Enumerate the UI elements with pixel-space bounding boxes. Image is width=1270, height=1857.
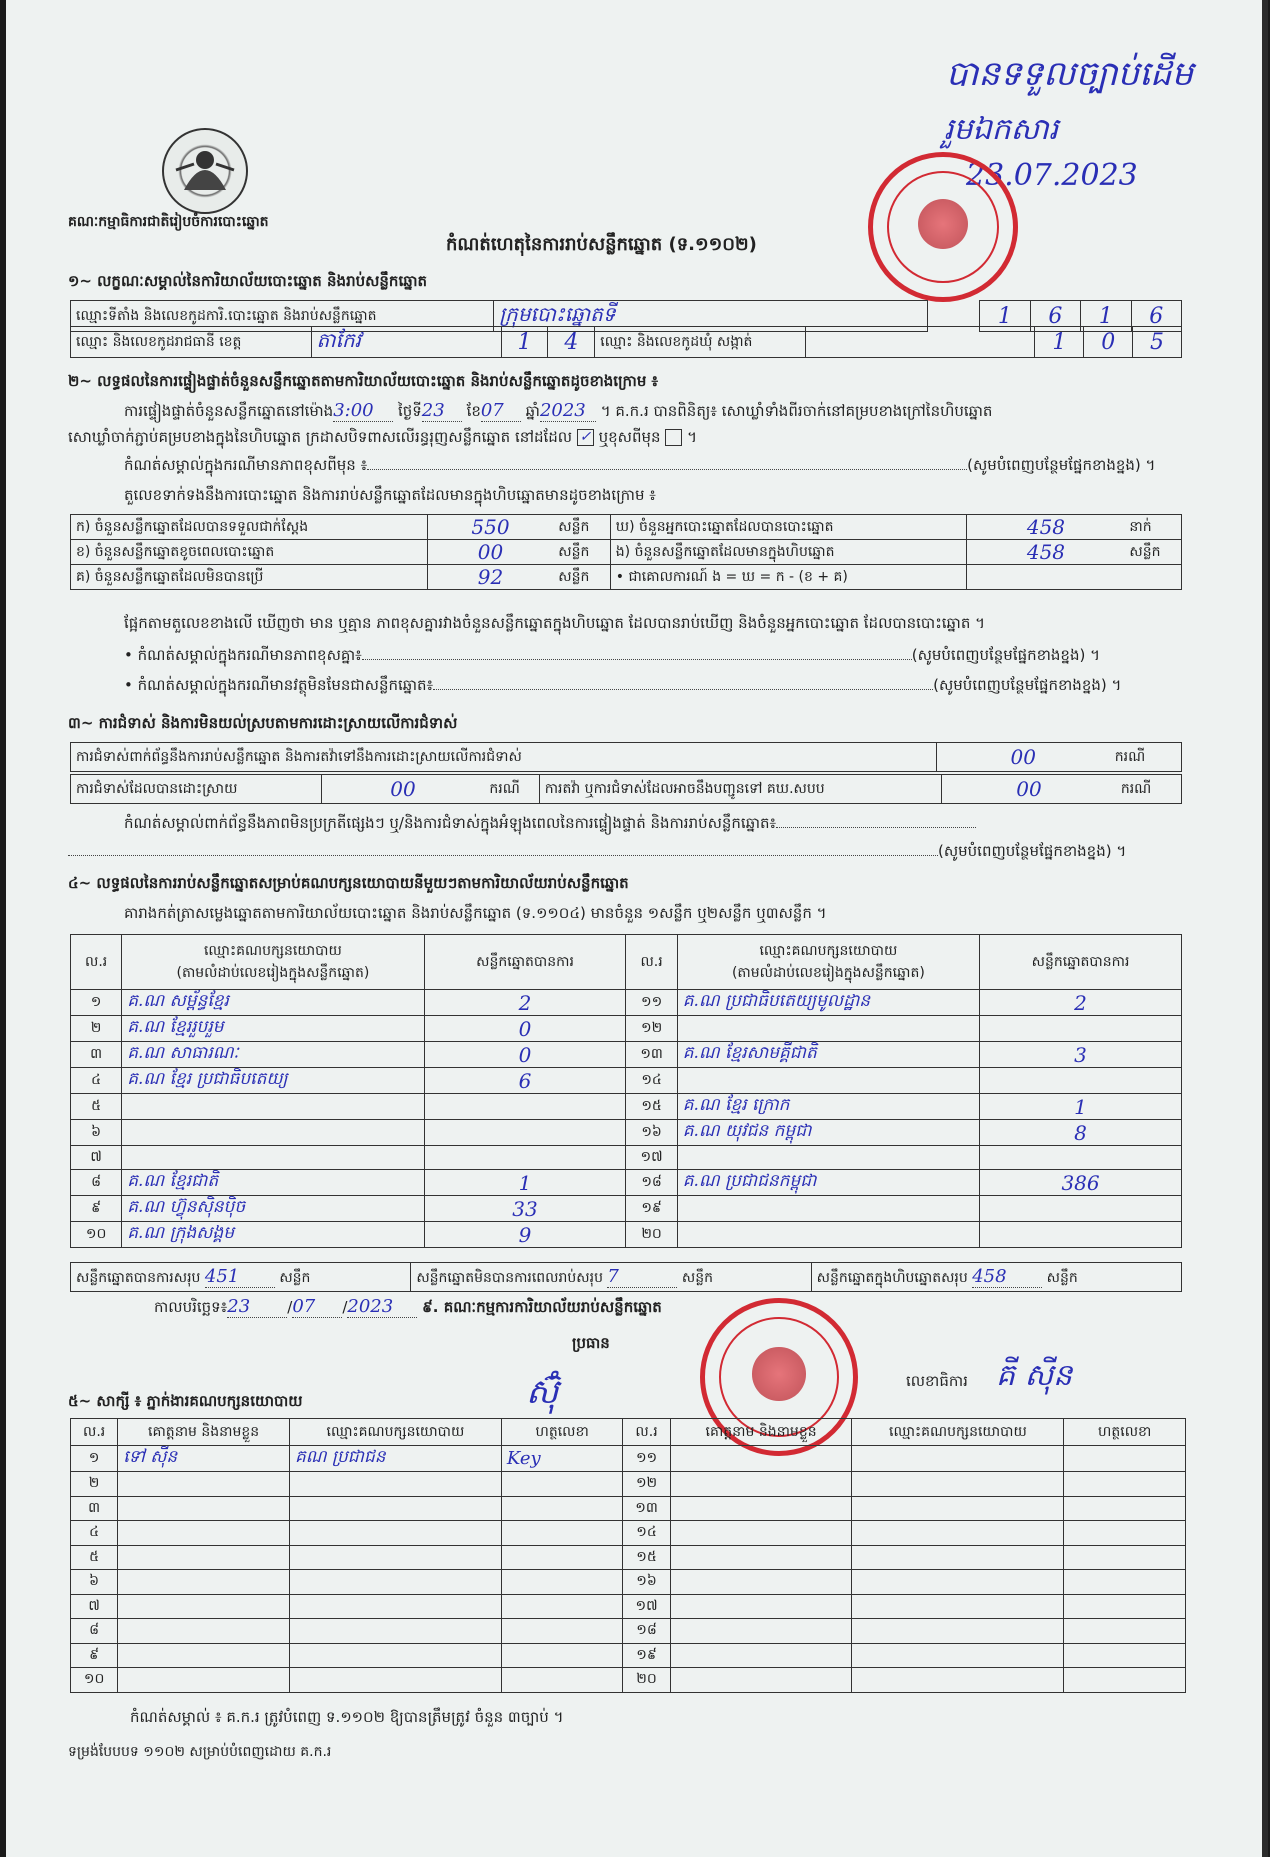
party-name: គ.ណ ខ្មែរជាតិ — [122, 1170, 424, 1196]
stats-intro: តួលេខទាក់ទងនឹងការបោះឆ្នោត និងការរាប់សន្លឹកឆ្នោតដែលមានក្នុងហិបឆ្នោតមានដូចខាងក្រោម ៖ — [124, 486, 656, 504]
witness-row — [71, 1472, 1186, 1497]
party-votes: 6 — [424, 1068, 626, 1094]
party-no: ៦ — [71, 1120, 122, 1146]
stats-right-unit: សន្លឹក — [1124, 540, 1181, 565]
party-results-table: ល.រ ឈ្មោះគណបក្សនយោបាយ (តាមលំដាប់លេខរៀងក្នុងសន្លឹកឆ្នោត) សន្លឹកឆ្នោតបានការ ល.រ ឈ្មោះគណបក្សនយោបាយ (តាមលំដាប់លេខរៀងក្នុងសន្លឹកឆ្នោត) សន្លឹកឆ្នោតបានការ ១ គ.ណ សម្ព័ន្ធខ្មែរ 2 ១១ គ.ណ ប្រជាធិបតេយ្យមូលដ្ឋាន 2 ២ គ.ណ ខ្មែររួបរួម 0 ១២ ៣ គ.ណ សាធារណៈ 0 ១៣ គ.ណ ខ្មែរសាមគ្គីជាតិ 3 ៤ គ.ណ ខ្មែរ ប្រជាធិបតេយ្យ 6 ១៤ ៥ ១៥ គ.ណ ខ្មែរ ក្រោក 1 ៦ ១៦ គ.ណ យុវជន កម្ពុជា 8 ៧ ១៧ ៨ គ.ណ ខ្មែរជាតិ 1 ១៨ គ.ណ ប្រជាជនកម្ពុជា 386 ៩ គ.ណ ហ៊្វុនស៊ិនប៉ិច 33 ១៩ ១០ គ.ណ ក្រុងសង្គម 9 ២០ — [70, 934, 1182, 1248]
party-name: គ.ណ ប្រជាជនកម្ពុជា — [677, 1170, 979, 1196]
party-votes — [424, 1120, 626, 1146]
witness-signature — [1064, 1472, 1186, 1497]
nec-emblem — [162, 128, 248, 214]
party-row — [71, 1042, 1182, 1068]
stats-right-unit — [1124, 565, 1181, 590]
party-no: ១៤ — [626, 1068, 677, 1094]
stats-left-value: 00 — [427, 540, 553, 565]
witness-no: ៨ — [71, 1619, 118, 1644]
president-signature: ស៊ុំ — [526, 1372, 559, 1412]
party-votes — [980, 1146, 1182, 1170]
witness-signature — [501, 1668, 623, 1693]
party-name — [677, 1196, 979, 1222]
witness-row — [71, 1545, 1186, 1570]
party-row — [71, 990, 1182, 1016]
witness-no: ១៤ — [623, 1521, 670, 1546]
section1-title: ១~ លក្ខណៈសម្គាល់នៃការិយាល័យបោះឆ្នោត និងរាប់សន្លឹកឆ្នោត — [68, 272, 428, 290]
witness-row — [71, 1643, 1186, 1668]
witness-name — [118, 1619, 290, 1644]
stats-right-value: 458 — [967, 540, 1124, 565]
section3-title: ៣~ ការជំទាស់ និងការមិនយល់ស្របតាមការដោះស្រាយលើការជំទាស់ — [68, 714, 458, 732]
witness-no: ១៣ — [623, 1496, 670, 1521]
station-code-4: 6 — [1131, 301, 1181, 332]
witness-party — [852, 1472, 1064, 1497]
forwarded-label: ការតវ៉ា ឬការជំទាស់ដែលអាចនឹងបញ្ជូនទៅ គឃ.សបប — [539, 775, 942, 804]
stats-left-unit: សន្លឹក — [553, 515, 610, 540]
party-no: ១៧ — [626, 1146, 677, 1170]
witness-name — [670, 1446, 852, 1472]
party-votes: 0 — [424, 1042, 626, 1068]
party-no: ៤ — [71, 1068, 122, 1094]
witness-party — [852, 1668, 1064, 1693]
party-no: ១១ — [626, 990, 677, 1016]
resolved-label: ការជំទាស់ដែលបានដោះស្រាយ — [71, 775, 322, 804]
stats-right-unit: នាក់ — [1124, 515, 1181, 540]
witness-party — [289, 1668, 501, 1693]
party-votes: 3 — [980, 1042, 1182, 1068]
witness-no: ៦ — [71, 1570, 118, 1595]
party-no: ៧ — [71, 1146, 122, 1170]
objection-table-2: ការជំទាស់ដែលបានដោះស្រាយ 00 ករណី ការតវ៉ា ឬការជំទាស់ដែលអាចនឹងបញ្ជូនទៅ គឃ.សបប 00 ករណី — [70, 774, 1182, 804]
witness-no: ៤ — [71, 1521, 118, 1546]
witness-no: ៥ — [71, 1545, 118, 1570]
witness-name — [118, 1521, 290, 1546]
witness-name — [670, 1643, 852, 1668]
witness-row — [71, 1619, 1186, 1644]
witness-party — [852, 1446, 1064, 1472]
president-label: ប្រធាន — [572, 1334, 610, 1352]
document-page: គណៈកម្មាធិការជាតិរៀបចំការបោះឆ្នោត បានទទួលច្បាប់ដើម រួមឯកសារ 23.07.2023 កំណត់ហេតុនៃការរាប់សន្លឹកឆ្នោត (ទ.១១០២) ១~ លក្ខណៈសម្គាល់នៃការិយាល័យបោះឆ្នោត និងរាប់សន្លឹកឆ្នោត ឈ្មោះទីតាំង និងលេខកូដការិ.បោះឆ្នោត និងរាប់សន្លឹកឆ្នោត ក្រុមបោះឆ្នោតទី 1 6 1 6 ឈ្មោះ និងលេខកូដរាជធានី ខេត្ត តាកែវ 1 4 ឈ្មោះ និងលេខកូដឃុំ សង្កាត់ 1 0 5 ២~ លទ្ធផលនៃការផ្ទៀងផ្ទាត់ចំនួនសន្លឹកឆ្នោតតាមការិយាល័យបោះឆ្នោត និងរាប់សន្លឹកឆ្នោតដូចខាងក្រោម ៖ ការផ្ទៀងផ្ទាត់ចំនួនសន្លឹកឆ្នោតនៅម៉ោង3:00 ថ្ងៃទី23 ខែ07 ឆ្នាំ2023 ។ គ.ក.រ បានពិនិត្យ៖ សោឃ្លាំទាំងពីរចាក់នៅគម្របខាងក្រៅនៃហិបឆ្នោត សោឃ្លាំចាក់ភ្ជាប់គម្របខាងក្នុងនៃហិបឆ្នោត ក្រដាសបិទពាសលើរន្ធរុញសន្លឹកឆ្នោត នៅដដែល ✓ ឬខុសពីមុន ។ កំណត់សម្គាល់ក្នុងករណីមានភាពខុសពីមុន ៖ (សូមបំពេញបន្ថែមផ្នែកខាងខ្នង) ។ តួលេខទាក់ទងនឹងការបោះឆ្នោត និងការរាប់សន្លឹកឆ្នោតដែលមានក្នុងហិបឆ្នោតមានដូចខាងក្រោម ៖ ក) ចំនួនសន្លឹកឆ្នោតដែលបានទទួលជាក់ស្តែង 550 សន្លឹក ឃ) ចំនួនអ្នកបោះឆ្នោតដែលបានបោះឆ្នោត 458 នាក់ ខ) ចំនួនសន្លឹកឆ្នោតខូចពេលបោះឆ្នោត 00 សន្លឹក ង) ចំនួនសន្លឹកឆ្នោតដែលមានក្នុងហិបឆ្នោត 458 សន្លឹក គ) ចំនួនសន្លឹកឆ្នោតដែលមិនបានប្រើ 92 សន្លឹក • ជាគោលការណ៍ ង = ឃ = ក - (ខ + គ) ផ្អែកតាមតួលេខខាងលើ ឃើញថា មាន ឬគ្មាន ភាពខុសគ្នារវាងចំនួនសន្លឹកឆ្នោតក្នុងហិបឆ្នោត ដែលបានរាប់ឃើញ និងចំនួនអ្នកបោះឆ្នោត ដែលបានបោះឆ្នោត ។ • កំណត់សម្គាល់ក្នុងករណីមានភាពខុសគ្នា៖ (សូមបំពេញបន្ថែមផ្នែកខាងខ្នង) ។ • កំណត់សម្គាល់ក្នុងករណីមានវត្ថុមិនមែនជាសន្លឹកឆ្នោត៖ (សូមបំពេញបន្ថែមផ្នែកខាងខ្នង) ។ ៣~ ការជំទាស់ និងការមិនយល់ស្របតាមការដោះស្រាយលើការជំទាស់ ការជំទាស់ពាក់ព័ន្ធនឹងការរាប់សន្លឹកឆ្នោត និងការតវ៉ាទៅនឹងការដោះស្រាយលើការជំទាស់ 00 ករណី ការជំទាស់ដែលបានដោះស្រាយ 00 ករណី ការតវ៉ា ឬការជំទាស់ដែលអាចនឹងបញ្ជូនទៅ គឃ.សបប 00 ករណី កំណត់សម្គាល់ពាក់ព័ន្ធនឹងភាពមិនប្រក្រតីផ្សេងៗ ឬ/និងការជំទាស់ក្នុងអំឡុងពេលនៃការផ្ទៀងផ្ទាត់ និងការរាប់សន្លឹកឆ្នោត៖ (សូមបំពេញបន្ថែមផ្នែកខាងខ្នង) ។ ៤~ លទ្ធផលនៃការរាប់សន្លឹកឆ្នោតសម្រាប់គណបក្សនយោបាយនីមួយៗតាមការិយាល័យរាប់សន្លឹកឆ្នោត គារាងកត់ត្រាសម្លេងឆ្នោតតាមការិយាល័យបោះឆ្នោត និងរាប់សន្លឹកឆ្នោត (ទ.១១០៤) មានចំនួន ១សន្លឹក ឬ២សន្លឹក ឬ៣សន្លឹក ។ ល.រ ឈ្មោះគណបក្សនយោបាយ (តាមលំដាប់លេខរៀងក្នុងសន្លឹកឆ្នោត) សន្លឹកឆ្នោតបានការ ល.រ ឈ្មោះគណបក្សនយោបាយ (តាមលំដាប់លេខរៀងក្នុងសន្លឹកឆ្នោត) សន្លឹកឆ្នោតបានការ ១ គ.ណ សម្ព័ន្ធខ្មែរ 2 ១១ គ.ណ ប្រជាធិបតេយ្យមូលដ្ឋាន 2 ២ គ.ណ ខ្មែររួបរួម 0 ១២ ៣ គ.ណ សាធារណៈ 0 ១៣ គ.ណ ខ្មែរសាមគ្គីជាតិ 3 ៤ គ.ណ ខ្មែរ ប្រជាធិបតេយ្យ 6 ១៤ ៥ ១៥ គ.ណ ខ្មែរ ក្រោក 1 ៦ ១៦ គ.ណ យុវជន កម្ពុជា 8 ៧ ១៧ ៨ គ.ណ ខ្មែរជាតិ 1 ១៨ គ.ណ ប្រជាជនកម្ពុជា 386 ៩ គ.ណ ហ៊្វុនស៊ិនប៉ិច 33 ១៩ ១០ គ.ណ ក្រុងសង្គម 9 ២០ សន្លឹកឆ្នោតបានការសរុប 451 សន្លឹក សន្លឹកឆ្នោតមិនបានការពេលរាប់សរុប 7 សន្លឹក សន្លឹកឆ្នោតក្នុងហិបឆ្នោតសរុប 458 សន្លឹក កាលបរិច្ឆេទ៖23 /07 /2023 ៩. គណៈកម្មការការិយាល័យរាប់សន្លឹកឆ្នោត ប្រធាន ស៊ុំ លេខាធិការ គី ស៊ីន ៥~ សាក្សី ៖ ភ្នាក់ងារគណបក្សនយោបាយ ល.រ គោត្តនាម និងនាមខ្លួន ឈ្មោះគណបក្សនយោបាយ ហត្ថលេខា ល.រ គោត្តនាម និងនាមខ្លួន ឈ្មោះគណបក្សនយោបាយ ហត្ថលេខា ១ ទៅ ស៊ីន គណ ប្រជាជន Key ១១ ២ ១២ ៣ ១៣ ៤ ១៤ ៥ ១៥ ៦ ១៦ ៧ ១៧ ៨ ១៨ ៩ ១៩ ១០ ២០ កំណត់សម្គាល់ ៖ គ.ក.រ ត្រូវបំពេញ ទ.១១០២ ឱ្យបានត្រឹមត្រូវ ចំនួន ៣ច្បាប់ ។ ទម្រង់បែបបទ ១១០២ សម្រាប់បំពេញដោយ គ.ក.រ — [6, 0, 1268, 1857]
stats-right-label: ង) ចំនួនសន្លឹកឆ្នោតដែលមានក្នុងហិបឆ្នោត — [610, 540, 967, 565]
party-votes — [424, 1146, 626, 1170]
witness-name — [118, 1643, 290, 1668]
witness-signature — [501, 1643, 623, 1668]
party-row — [71, 1016, 1182, 1042]
party-row — [71, 1146, 1182, 1170]
section2-title: ២~ លទ្ធផលនៃការផ្ទៀងផ្ទាត់ចំនួនសន្លឹកឆ្នោតតាមការិយាល័យបោះឆ្នោត និងរាប់សន្លឹកឆ្នោតដូចខាងក្រោម ៖ — [68, 372, 659, 390]
witness-name — [670, 1545, 852, 1570]
witness-name — [670, 1472, 852, 1497]
forwarded-value: 00 — [942, 775, 1116, 804]
handwritten-date: 23.07.2023 — [966, 158, 1138, 193]
witness-party — [289, 1570, 501, 1595]
witness-name — [670, 1570, 852, 1595]
party-no: ១៣ — [626, 1042, 677, 1068]
province-value: តាកែវ — [311, 327, 501, 358]
witness-signature — [1064, 1545, 1186, 1570]
witness-no: ១៨ — [623, 1619, 670, 1644]
stats-row — [71, 540, 1182, 565]
witness-no: ១១ — [623, 1446, 670, 1472]
commune-code-3: 5 — [1133, 327, 1182, 358]
emblem-figure-icon — [164, 130, 246, 212]
witness-name — [118, 1496, 290, 1521]
commune-label: ឈ្មោះ និងលេខកូដឃុំ សង្កាត់ — [595, 327, 806, 358]
party-votes: 2 — [424, 990, 626, 1016]
party-votes: 8 — [980, 1120, 1182, 1146]
party-row — [71, 1222, 1182, 1248]
witness-party — [852, 1570, 1064, 1595]
party-no: ២ — [71, 1016, 122, 1042]
party-no: ១៩ — [626, 1196, 677, 1222]
stats-right-label: ឃ) ចំនួនអ្នកបោះឆ្នោតដែលបានបោះឆ្នោត — [610, 515, 967, 540]
stats-left-value: 92 — [427, 565, 553, 590]
witness-row — [71, 1570, 1186, 1595]
witness-name — [670, 1521, 852, 1546]
party-name: គ.ណ សម្ព័ន្ធខ្មែរ — [122, 990, 424, 1016]
stats-left-label: ក) ចំនួនសន្លឹកឆ្នោតដែលបានទទួលជាក់ស្តែង — [71, 515, 428, 540]
stats-right-value — [967, 565, 1124, 590]
witness-name — [670, 1668, 852, 1693]
party-no: ៥ — [71, 1094, 122, 1120]
witness-no: ៧ — [71, 1594, 118, 1619]
station-value: ក្រុមបោះឆ្នោតទី — [494, 301, 927, 332]
total-valid: សន្លឹកឆ្នោតបានការសរុប 451 សន្លឹក — [71, 1263, 411, 1292]
party-row — [71, 1196, 1182, 1222]
witness-name — [118, 1668, 290, 1693]
handwritten-note-1: បានទទួលច្បាប់ដើម — [946, 54, 1194, 94]
irregularity-note: កំណត់សម្គាល់ពាក់ព័ន្ធនឹងភាពមិនប្រក្រតីផ្សេងៗ ឬ/និងការជំទាស់ក្នុងអំឡុងពេលនៃការផ្ទៀងផ្ទាត់ និងការរាប់សន្លឹកឆ្នោត៖ — [124, 814, 1184, 836]
org-name: គណៈកម្មាធិការជាតិរៀបចំការបោះឆ្នោត — [68, 214, 269, 230]
objection-label: ការជំទាស់ពាក់ព័ន្ធនឹងការរាប់សន្លឹកឆ្នោត និងការតវ៉ាទៅនឹងការដោះស្រាយលើការជំទាស់ — [71, 743, 937, 772]
bullet-foreign-objects: • កំណត់សម្គាល់ក្នុងករណីមានវត្ថុមិនមែនជាសន្លឹកឆ្នោត៖ (សូមបំពេញបន្ថែមផ្នែកខាងខ្នង) ។ — [124, 676, 1122, 694]
witness-no: ១០ — [71, 1668, 118, 1693]
witness-signature — [501, 1472, 623, 1497]
party-votes: 0 — [424, 1016, 626, 1042]
witness-party — [289, 1521, 501, 1546]
witness-party: គណ ប្រជាជន — [289, 1446, 501, 1472]
province-info-table — [70, 326, 1182, 358]
totals-table — [70, 1262, 1182, 1292]
changed-checkbox[interactable] — [665, 429, 682, 446]
witness-signature — [1064, 1668, 1186, 1693]
witness-party — [289, 1619, 501, 1644]
witness-signature — [501, 1570, 623, 1595]
witness-signature — [1064, 1521, 1186, 1546]
form-footer: ទម្រង់បែបបទ ១១០២ សម្រាប់បំពេញដោយ គ.ក.រ — [68, 1744, 332, 1760]
station-code-1: 1 — [980, 301, 1030, 332]
stats-left-unit: សន្លឹក — [553, 565, 610, 590]
witness-name — [118, 1545, 290, 1570]
witness-party — [852, 1496, 1064, 1521]
province-label: ឈ្មោះ និងលេខកូដរាជធានី ខេត្ត — [71, 327, 312, 358]
party-votes: 2 — [980, 990, 1182, 1016]
witness-party — [289, 1496, 501, 1521]
verification-line: ការផ្ទៀងផ្ទាត់ចំនួនសន្លឹកឆ្នោតនៅម៉ោង3:00 ថ្ងៃទី23 ខែ07 ឆ្នាំ2023 ។ គ.ក.រ បានពិនិត្យ៖ សោឃ្លាំទាំងពីរចាក់នៅគម្របខាងក្រៅនៃហិបឆ្នោត — [124, 400, 993, 421]
resolved-value: 00 — [321, 775, 484, 804]
section4-title: ៤~ លទ្ធផលនៃការរាប់សន្លឹកឆ្នោតសម្រាប់គណបក្សនយោបាយនីមួយៗតាមការិយាល័យរាប់សន្លឹកឆ្នោត — [68, 874, 629, 892]
witness-party — [852, 1521, 1064, 1546]
witness-row — [71, 1594, 1186, 1619]
station-label: ឈ្មោះទីតាំង និងលេខកូដការិ.បោះឆ្នោត និងរាប់សន្លឹកឆ្នោត — [71, 301, 494, 332]
party-votes: 386 — [980, 1170, 1182, 1196]
year-value: 2023 — [540, 400, 596, 422]
witness-row — [71, 1521, 1186, 1546]
stats-left-label: គ) ចំនួនសន្លឹកឆ្នោតដែលមិនបានប្រើ — [71, 565, 428, 590]
witness-no: ២ — [71, 1472, 118, 1497]
witness-row — [71, 1446, 1186, 1472]
party-no: ១៨ — [626, 1170, 677, 1196]
witness-no: ១៧ — [623, 1594, 670, 1619]
party-row — [71, 1170, 1182, 1196]
party-no: ២០ — [626, 1222, 677, 1248]
party-no: ១២ — [626, 1016, 677, 1042]
stats-right-value: 458 — [967, 515, 1124, 540]
witness-row — [71, 1496, 1186, 1521]
witness-no: ១៦ — [623, 1570, 670, 1595]
witness-party — [289, 1545, 501, 1570]
station-code-2: 6 — [1030, 301, 1080, 332]
stats-left-value: 550 — [427, 515, 553, 540]
total-in-box: សន្លឹកឆ្នោតក្នុងហិបឆ្នោតសរុប 458 សន្លឹក — [811, 1263, 1181, 1292]
witness-party — [852, 1594, 1064, 1619]
official-stamp-top — [868, 152, 1018, 302]
party-votes — [980, 1222, 1182, 1248]
party-name: គ.ណ ប្រជាធិបតេយ្យមូលដ្ឋាន — [677, 990, 979, 1016]
party-votes: 33 — [424, 1196, 626, 1222]
bullet-difference: • កំណត់សម្គាល់ក្នុងករណីមានភាពខុសគ្នា៖ (សូមបំពេញបន្ថែមផ្នែកខាងខ្នង) ។ — [124, 646, 1100, 664]
party-name — [122, 1094, 424, 1120]
party-no: ១៦ — [626, 1120, 677, 1146]
witness-signature — [1064, 1619, 1186, 1644]
witness-signature — [1064, 1496, 1186, 1521]
secretary-label: លេខាធិការ — [906, 1372, 968, 1390]
party-name — [677, 1146, 979, 1170]
witness-no: ៣ — [71, 1496, 118, 1521]
witness-name: ទៅ ស៊ីន — [118, 1446, 290, 1472]
stats-row — [71, 565, 1182, 590]
ballot-stats-table — [70, 514, 1182, 590]
witness-no: ៩ — [71, 1643, 118, 1668]
witness-party — [289, 1643, 501, 1668]
party-no: ១ — [71, 990, 122, 1016]
party-votes — [424, 1094, 626, 1120]
party-votes: 9 — [424, 1222, 626, 1248]
witness-party — [852, 1545, 1064, 1570]
party-name: គ.ណ សាធារណៈ — [122, 1042, 424, 1068]
witness-name — [118, 1594, 290, 1619]
station-code-3: 1 — [1081, 301, 1131, 332]
witness-no: ១២ — [623, 1472, 670, 1497]
witness-party — [852, 1619, 1064, 1644]
stats-left-unit: សន្លឹក — [553, 540, 610, 565]
day-value: 23 — [422, 400, 462, 422]
party-no: ៣ — [71, 1042, 122, 1068]
handwritten-note-2: រួមឯកសារ — [944, 112, 1059, 147]
witness-signature — [501, 1521, 623, 1546]
witness-signature — [501, 1545, 623, 1570]
province-code-2: 4 — [548, 327, 595, 358]
witness-name — [670, 1619, 852, 1644]
party-votes: 1 — [424, 1170, 626, 1196]
witness-no: ១៩ — [623, 1643, 670, 1668]
witness-signature — [501, 1496, 623, 1521]
tally-sheet-line: គារាងកត់ត្រាសម្លេងឆ្នោតតាមការិយាល័យបោះឆ្នោត និងរាប់សន្លឹកឆ្នោត (ទ.១១០៤) មានចំនួន ១សន្លឹក ឬ២សន្លឹក ឬ៣សន្លឹក ។ — [124, 904, 827, 922]
party-name: គ.ណ ហ៊្វុនស៊ិនប៉ិច — [122, 1196, 424, 1222]
party-name — [677, 1068, 979, 1094]
witness-name — [118, 1472, 290, 1497]
witness-signature — [501, 1594, 623, 1619]
party-name — [122, 1120, 424, 1146]
party-no: ៩ — [71, 1196, 122, 1222]
objection-value: 00 — [936, 743, 1109, 772]
footer-note: កំណត់សម្គាល់ ៖ គ.ក.រ ត្រូវបំពេញ ទ.១១០២ ឱ្យបានត្រឹមត្រូវ ចំនួន ៣ច្បាប់ ។ — [130, 1708, 564, 1726]
witness-no: ២០ — [623, 1668, 670, 1693]
witness-signature — [1064, 1446, 1186, 1472]
compare-line: ផ្អែកតាមតួលេខខាងលើ ឃើញថា មាន ឬគ្មាន ភាពខុសគ្នារវាងចំនួនសន្លឹកឆ្នោតក្នុងហិបឆ្នោត ដែលបានរាប់ឃើញ និងចំនួនអ្នកបោះឆ្នោត ដែលបានបោះឆ្នោត ។ — [124, 614, 986, 632]
secretary-signature: គី ស៊ីន — [996, 1358, 1073, 1393]
commune-code-2: 0 — [1084, 327, 1133, 358]
objection-table-1: ការជំទាស់ពាក់ព័ន្ធនឹងការរាប់សន្លឹកឆ្នោត និងការតវ៉ាទៅនឹងការដោះស្រាយលើការជំទាស់ 00 ករណី — [70, 742, 1182, 772]
party-row — [71, 1068, 1182, 1094]
witness-party — [289, 1472, 501, 1497]
witness-table: ល.រ គោត្តនាម និងនាមខ្លួន ឈ្មោះគណបក្សនយោបាយ ហត្ថលេខា ល.រ គោត្តនាម និងនាមខ្លួន ឈ្មោះគណបក្សនយោបាយ ហត្ថលេខា ១ ទៅ ស៊ីន គណ ប្រជាជន Key ១១ ២ ១២ ៣ ១៣ ៤ ១៤ ៥ ១៥ ៦ ១៦ ៧ ១៧ ៨ ១៨ ៩ ១៩ ១០ ២០ — [70, 1418, 1186, 1693]
province-code-1: 1 — [501, 327, 548, 358]
witness-signature — [1064, 1570, 1186, 1595]
unchanged-checkbox[interactable]: ✓ — [577, 429, 594, 446]
party-votes — [980, 1016, 1182, 1042]
witness-signature — [1064, 1594, 1186, 1619]
witness-name — [670, 1496, 852, 1521]
commune-code-1: 1 — [1035, 327, 1084, 358]
party-no: ៨ — [71, 1170, 122, 1196]
section5-title: ៥~ សាក្សី ៖ ភ្នាក់ងារគណបក្សនយោបាយ — [68, 1392, 303, 1410]
count-date: កាលបរិច្ឆេទ៖23 /07 /2023 ៩. គណៈកម្មការការិយាល័យរាប់សន្លឹកឆ្នោត — [154, 1296, 662, 1317]
difference-note: កំណត់សម្គាល់ក្នុងករណីមានភាពខុសពីមុន ៖ (សូមបំពេញបន្ថែមផ្នែកខាងខ្នង) ។ — [124, 456, 1156, 474]
witness-no: ១ — [71, 1446, 118, 1472]
party-no: ១៥ — [626, 1094, 677, 1120]
witness-party — [852, 1643, 1064, 1668]
doc-title: កំណត់ហេតុនៃការរាប់សន្លឹកឆ្នោត (ទ.១១០២) — [446, 234, 757, 255]
party-votes: 1 — [980, 1094, 1182, 1120]
party-name — [677, 1016, 979, 1042]
party-row — [71, 1120, 1182, 1146]
party-name — [677, 1222, 979, 1248]
witness-name — [670, 1594, 852, 1619]
party-name: គ.ណ ក្រុងសង្គម — [122, 1222, 424, 1248]
witness-signature — [1064, 1643, 1186, 1668]
time-value: 3:00 — [333, 400, 393, 422]
witness-row — [71, 1668, 1186, 1693]
stats-row — [71, 515, 1182, 540]
seal-line: សោឃ្លាំចាក់ភ្ជាប់គម្របខាងក្នុងនៃហិបឆ្នោត ក្រដាសបិទពាសលើរន្ធរុញសន្លឹកឆ្នោត នៅដដែល ✓ ឬខុសពីមុន ។ — [68, 428, 697, 446]
party-votes — [980, 1196, 1182, 1222]
witness-name — [118, 1570, 290, 1595]
witness-signature: Key — [501, 1446, 623, 1472]
party-name: គ.ណ ខ្មែរ ប្រជាធិបតេយ្យ — [122, 1068, 424, 1094]
party-name: គ.ណ យុវជន កម្ពុជា — [677, 1120, 979, 1146]
party-name: គ.ណ ខ្មែររួបរួម — [122, 1016, 424, 1042]
witness-signature — [501, 1619, 623, 1644]
party-name: គ.ណ ខ្មែរសាមគ្គីជាតិ — [677, 1042, 979, 1068]
month-value: 07 — [481, 400, 521, 422]
stats-right-label: • ជាគោលការណ៍ ង = ឃ = ក - (ខ + គ) — [610, 565, 967, 590]
party-name — [122, 1146, 424, 1170]
party-no: ១០ — [71, 1222, 122, 1248]
party-row — [71, 1094, 1182, 1120]
party-name: គ.ណ ខ្មែរ ក្រោក — [677, 1094, 979, 1120]
total-invalid: សន្លឹកឆ្នោតមិនបានការពេលរាប់សរុប 7 សន្លឹក — [411, 1263, 811, 1292]
party-votes — [980, 1068, 1182, 1094]
witness-party — [289, 1594, 501, 1619]
witness-no: ១៥ — [623, 1545, 670, 1570]
stats-left-label: ខ) ចំនួនសន្លឹកឆ្នោតខូចពេលបោះឆ្នោត — [71, 540, 428, 565]
